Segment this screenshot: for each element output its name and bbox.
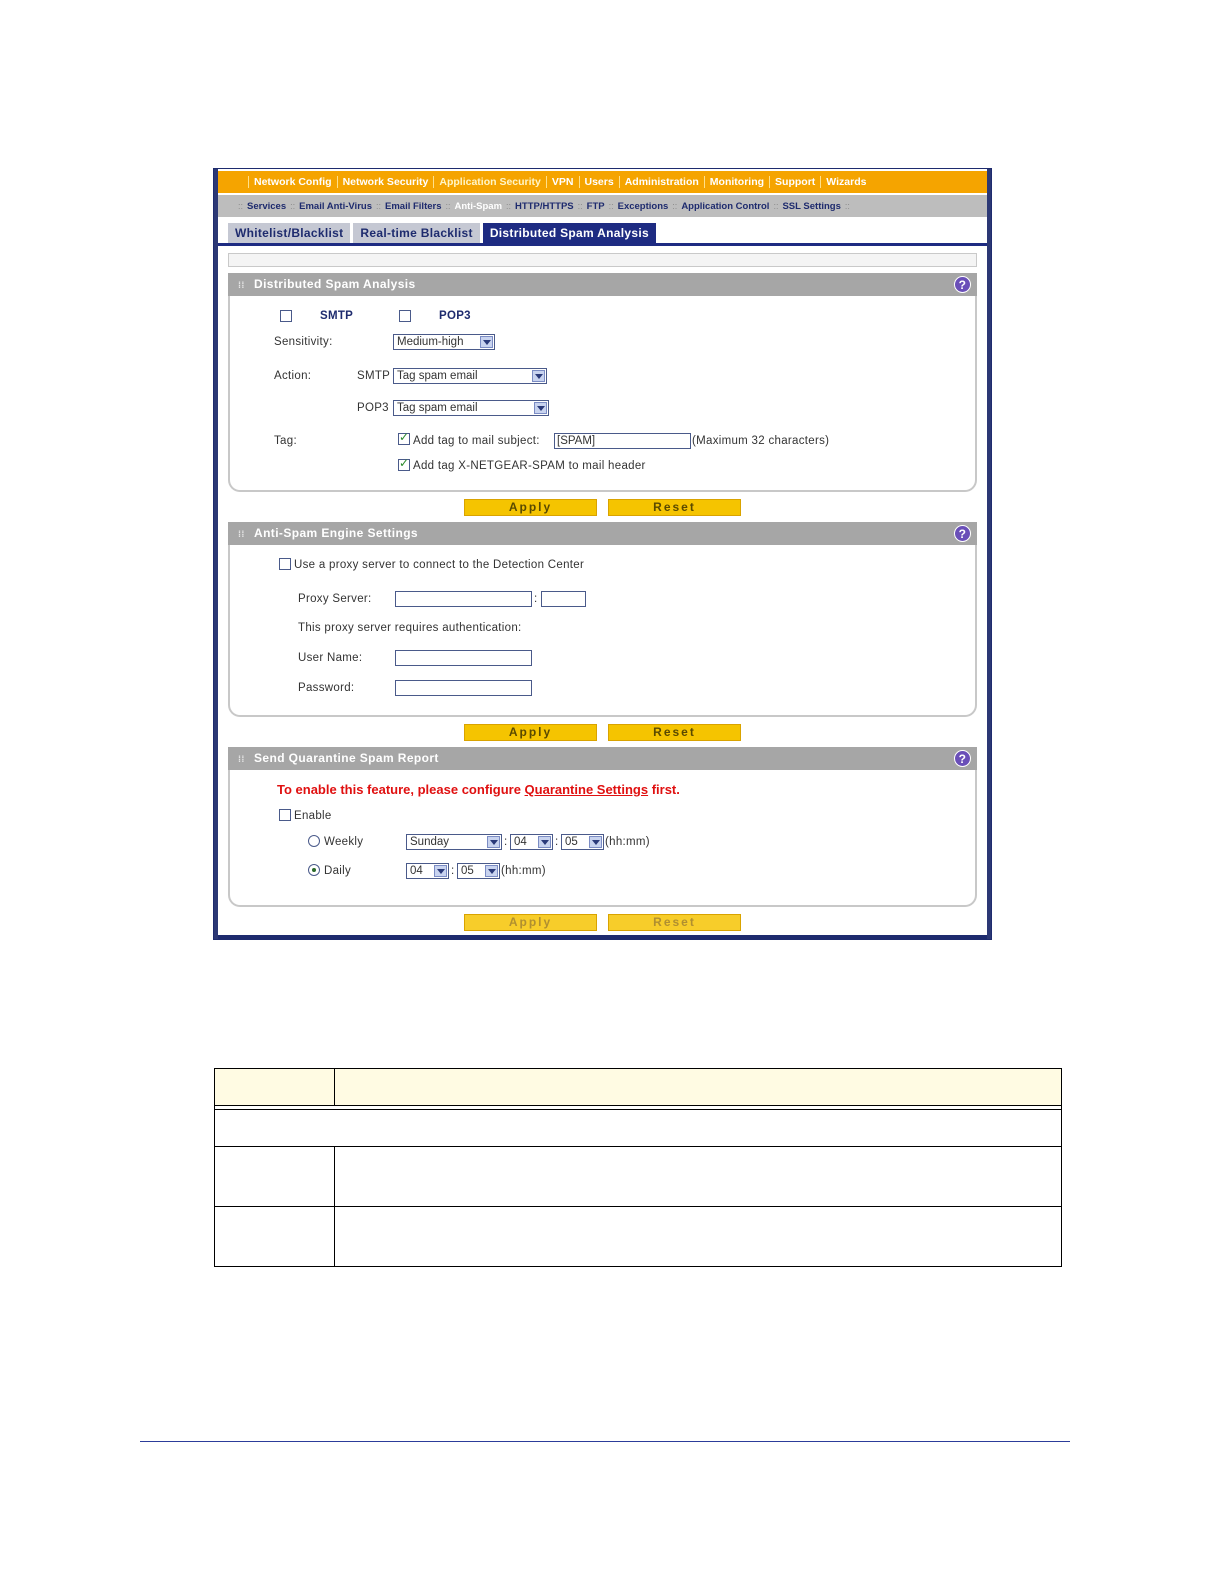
time-separator: : bbox=[555, 836, 559, 848]
weekly-hour-value: 04 bbox=[514, 836, 527, 848]
window-bottom-border bbox=[218, 935, 987, 939]
table-cell bbox=[335, 1147, 1062, 1207]
add-tag-subject-label: Add tag to mail subject: bbox=[413, 435, 540, 447]
pop3-label: POP3 bbox=[439, 310, 471, 322]
weekly-hour-select[interactable] bbox=[510, 834, 553, 850]
section-title: Distributed Spam Analysis bbox=[254, 277, 416, 291]
table-header-row bbox=[215, 1069, 1062, 1106]
section-title: Send Quarantine Spam Report bbox=[254, 751, 439, 765]
sensitivity-label: Sensitivity: bbox=[274, 336, 333, 348]
quarantine-apply-button[interactable]: Apply bbox=[464, 914, 597, 931]
subnav-application-control[interactable]: Application Control bbox=[681, 200, 770, 212]
separator-icon: :: bbox=[506, 201, 512, 211]
enable-label: Enable bbox=[294, 810, 332, 822]
daily-hour-select[interactable] bbox=[406, 863, 449, 879]
section-header-distributed-spam-analysis bbox=[228, 273, 977, 296]
proxy-server-input[interactable] bbox=[395, 591, 532, 607]
help-icon[interactable]: ? bbox=[954, 276, 971, 293]
separator-icon: :: bbox=[608, 201, 614, 211]
nav-administration[interactable]: Administration bbox=[619, 176, 704, 188]
grip-icon: ⁞⁞ bbox=[238, 754, 245, 764]
weekly-minute-value: 05 bbox=[565, 836, 578, 848]
help-icon[interactable]: ? bbox=[954, 750, 971, 767]
sensitivity-select[interactable] bbox=[393, 334, 495, 350]
separator-icon: :: bbox=[773, 201, 779, 211]
chevron-down-icon bbox=[480, 336, 493, 348]
chevron-down-icon bbox=[487, 836, 500, 848]
password-label: Password: bbox=[298, 682, 355, 694]
proxy-server-label: Proxy Server: bbox=[298, 593, 372, 605]
proxy-auth-note: This proxy server requires authentication: bbox=[298, 622, 522, 634]
grip-icon: ⁞⁞ bbox=[238, 529, 245, 539]
sub-navigation bbox=[218, 195, 987, 217]
separator-icon: :: bbox=[672, 201, 678, 211]
table-row bbox=[215, 1147, 1062, 1207]
subnav-email-filters[interactable]: Email Filters bbox=[385, 200, 442, 212]
message-bar bbox=[228, 253, 977, 267]
warning-suffix: first. bbox=[648, 782, 680, 797]
subnav-ftp[interactable]: FTP bbox=[586, 200, 605, 212]
add-tag-header-checkbox[interactable] bbox=[398, 459, 410, 471]
section-header-quarantine-report bbox=[228, 747, 977, 770]
table-section-row bbox=[215, 1110, 1062, 1147]
separator-icon: :: bbox=[445, 201, 451, 211]
proxy-port-input[interactable] bbox=[541, 591, 586, 607]
subnav-http-https[interactable]: HTTP/HTTPS bbox=[515, 200, 574, 212]
user-name-input[interactable] bbox=[395, 650, 532, 666]
subnav-anti-spam[interactable]: Anti-Spam bbox=[454, 200, 503, 212]
password-input[interactable] bbox=[395, 680, 532, 696]
smtp-action-value: Tag spam email bbox=[397, 370, 478, 382]
daily-minute-select[interactable] bbox=[457, 863, 500, 879]
tag-label: Tag: bbox=[274, 435, 297, 447]
time-separator: : bbox=[451, 865, 455, 877]
nav-wizards[interactable]: Wizards bbox=[820, 176, 871, 188]
chevron-down-icon bbox=[589, 836, 602, 848]
table-row bbox=[215, 1207, 1062, 1267]
chevron-down-icon bbox=[534, 402, 547, 414]
help-icon[interactable]: ? bbox=[954, 525, 971, 542]
user-name-label: User Name: bbox=[298, 652, 363, 664]
separator-icon: :: bbox=[844, 201, 850, 211]
weekly-hhmm-note: (hh:mm) bbox=[605, 836, 650, 848]
action-label: Action: bbox=[274, 370, 312, 382]
nav-support[interactable]: Support bbox=[769, 176, 820, 188]
tab-whitelist-blacklist[interactable]: Whitelist/Blacklist bbox=[228, 223, 350, 244]
subnav-ssl-settings[interactable]: SSL Settings bbox=[782, 200, 841, 212]
separator-icon: :: bbox=[375, 201, 381, 211]
daily-minute-value: 05 bbox=[461, 865, 474, 877]
smtp-label: SMTP bbox=[320, 310, 354, 322]
subnav-exceptions[interactable]: Exceptions bbox=[617, 200, 669, 212]
tab-distributed-spam-analysis[interactable]: Distributed Spam Analysis bbox=[483, 223, 656, 244]
section-header-engine-settings bbox=[228, 522, 977, 545]
tab-realtime-blacklist[interactable]: Real-time Blacklist bbox=[353, 223, 479, 244]
daily-radio[interactable] bbox=[308, 864, 320, 876]
action-pop3-label: POP3 bbox=[357, 402, 389, 414]
engine-reset-button[interactable]: Reset bbox=[608, 724, 741, 741]
dsa-apply-button[interactable]: Apply bbox=[464, 499, 597, 516]
pop3-action-select[interactable] bbox=[393, 400, 549, 416]
table-cell bbox=[335, 1207, 1062, 1267]
separator-icon: :: bbox=[577, 201, 583, 211]
enable-report-checkbox[interactable] bbox=[279, 809, 291, 821]
chevron-down-icon bbox=[532, 370, 545, 382]
weekly-radio[interactable] bbox=[308, 835, 320, 847]
add-tag-header-label: Add tag X-NETGEAR-SPAM to mail header bbox=[413, 460, 646, 472]
quarantine-settings-link[interactable]: Quarantine Settings bbox=[524, 782, 649, 797]
nav-monitoring[interactable]: Monitoring bbox=[704, 176, 769, 188]
table-header-cell bbox=[335, 1069, 1062, 1106]
section-title: Anti-Spam Engine Settings bbox=[254, 526, 419, 540]
use-proxy-checkbox[interactable] bbox=[279, 558, 291, 570]
daily-hour-value: 04 bbox=[410, 865, 423, 877]
nav-users[interactable]: Users bbox=[579, 176, 619, 188]
settings-description-table bbox=[214, 1068, 1062, 1267]
table-section-cell bbox=[215, 1110, 1062, 1147]
dsa-reset-button[interactable]: Reset bbox=[608, 499, 741, 516]
smtp-checkbox[interactable] bbox=[280, 310, 292, 322]
proxy-port-separator: : bbox=[534, 593, 538, 605]
nav-network-config[interactable]: Network Config bbox=[248, 176, 337, 188]
daily-hhmm-note: (hh:mm) bbox=[501, 865, 546, 877]
grip-icon: ⁞⁞ bbox=[238, 280, 245, 290]
pop3-action-value: Tag spam email bbox=[397, 402, 478, 414]
time-separator: : bbox=[504, 836, 508, 848]
weekly-day-value: Sunday bbox=[410, 836, 450, 848]
engine-apply-button[interactable]: Apply bbox=[464, 724, 597, 741]
subnav-email-anti-virus[interactable]: Email Anti-Virus bbox=[299, 200, 372, 212]
sensitivity-value: Medium-high bbox=[397, 336, 464, 348]
nav-application-security[interactable]: Application Security bbox=[433, 176, 546, 188]
chevron-down-icon bbox=[538, 836, 551, 848]
top-navigation bbox=[218, 171, 987, 193]
tab-underline bbox=[218, 243, 987, 246]
separator-icon: :: bbox=[238, 201, 244, 211]
tag-input[interactable]: [SPAM] bbox=[554, 433, 691, 449]
weekly-label: Weekly bbox=[324, 836, 364, 848]
quarantine-reset-button[interactable]: Reset bbox=[608, 914, 741, 931]
weekly-minute-select[interactable] bbox=[561, 834, 604, 850]
footer-rule bbox=[140, 1441, 1070, 1442]
add-tag-subject-checkbox[interactable] bbox=[398, 433, 410, 445]
table-header-cell bbox=[215, 1069, 335, 1106]
smtp-action-select[interactable] bbox=[393, 368, 547, 384]
warning-prefix: To enable this feature, please configure bbox=[277, 782, 525, 797]
chevron-down-icon bbox=[434, 865, 447, 877]
separator-icon: :: bbox=[290, 201, 296, 211]
tag-max-note: (Maximum 32 characters) bbox=[692, 435, 830, 447]
nav-network-security[interactable]: Network Security bbox=[337, 176, 434, 188]
table-cell bbox=[215, 1207, 335, 1267]
quarantine-warning bbox=[277, 782, 680, 797]
chevron-down-icon bbox=[485, 865, 498, 877]
nav-vpn[interactable]: VPN bbox=[546, 176, 579, 188]
pop3-checkbox[interactable] bbox=[399, 310, 411, 322]
router-admin-window bbox=[213, 168, 992, 940]
tab-bar bbox=[228, 223, 659, 244]
weekly-day-select[interactable] bbox=[406, 834, 502, 850]
daily-label: Daily bbox=[324, 865, 352, 877]
table-cell bbox=[215, 1147, 335, 1207]
subnav-services[interactable]: Services bbox=[247, 200, 287, 212]
use-proxy-label: Use a proxy server to connect to the Detection Center bbox=[294, 559, 585, 571]
action-smtp-label: SMTP bbox=[357, 370, 391, 382]
